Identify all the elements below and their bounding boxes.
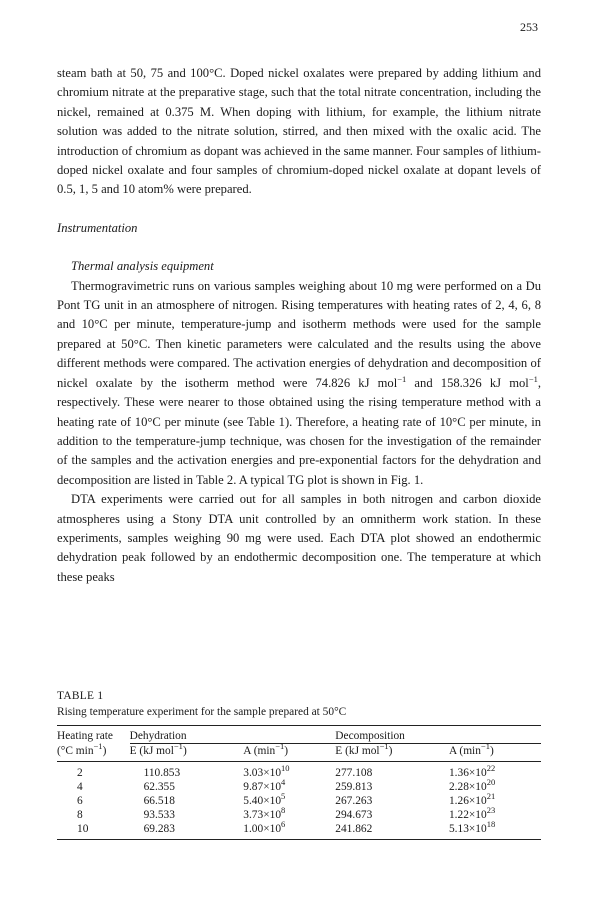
- cell-e-decomposition: 294.673: [335, 809, 373, 821]
- header-e-decomposition: E (kJ mol$^{-1}$): [335, 741, 393, 757]
- cell-a-decomposition: $2.28\times 10^{20}$: [448, 777, 496, 793]
- cell-heating-rate: 4: [77, 781, 83, 793]
- header-e-dehydration: E (kJ mol$^{-1}$): [129, 741, 187, 757]
- cell-e-decomposition: 277.108: [335, 767, 373, 779]
- cell-e-decomposition: 259.813: [335, 781, 373, 793]
- page-number: 253: [520, 20, 538, 34]
- cell-heating-rate: 10: [57, 822, 130, 840]
- paragraph-2: [57, 277, 541, 490]
- data-table: [57, 725, 541, 840]
- cell-e-dehydration: 93.533: [143, 809, 175, 821]
- table-caption: Rising temperature experiment for the sample prepared at 50°C: [57, 706, 347, 718]
- cell-a-dehydration: $3.73\times 10^8$: [243, 805, 286, 821]
- paragraph-3: DTA experiments were carried out for all samples in both nitrogen and carbon dioxide atmospheres using a Stony DTA unit controlled by an omnitherm work station. In these experiments, samples weighing 90 mg were used. Each DTA plot showed an endothermic dehydration peak followed by an endothermic decomposition one. The temperature at which these peaks: [57, 492, 541, 584]
- paragraph-1: steam bath at 50, 75 and 100°C. Doped nickel oxalates were prepared by adding lithium and chromium nitrate at the preparative stage, such that the total nitrate concentration, including the nickel, remained at 0.375 M. When doping with lithium, for example, the lithium nitrate solution was added to the nitrate solution, stirred, and then mixed with the oxalic acid. The introduction of chromium as dopant was achieved in the same manner. Four samples of lithium-doped nickel oxalate and four samples of chromium-doped nickel oxalate at dopant levels of 0.5, 1, 5 and 10 atom% were prepared.: [57, 66, 541, 197]
- section-heading-instrumentation: Instrumentation: [57, 220, 138, 235]
- paragraph-2-part-c: , respectively. These were nearer to those obtained using the rising temperature method with a heating rate of 10°C per minute (see Table 1). Therefore, a heating rate of 10°C per minute, in addition to the temperature-jump technique, was chosen for the investigation of the remainder of the samples and the activation energies and pre-exponential factors for the dehydration and decomposition are listed in Table 2. A typical TG plot is shown in Fig. 1.: [57, 375, 542, 487]
- cell-e-decomposition: 241.862: [335, 822, 449, 840]
- table-label: TABLE 1: [57, 690, 104, 702]
- body-text: [57, 64, 541, 587]
- paragraph-2-part-b: and 158.326 kJ mol: [406, 375, 529, 390]
- table-row: [57, 762, 541, 781]
- cell-heating-rate: 2: [77, 767, 83, 779]
- cell-a-dehydration: $1.00\times 10^6$: [243, 822, 335, 840]
- header-decomposition: Decomposition: [335, 726, 541, 744]
- paragraph-2-part-a: Thermogravimetric runs on various samples weighing about 10 mg were performed on a Du Pont TG unit in an atmosphere of nitrogen. Rising temperatures with heating rates of 2, 4, 6, 8 and 10°C per minute, temperature-jump and isotherm methods were used for the sample prepared at 50°C. Then kinetic parameters were calculated and the results using the above different methods were compared. The activation energies of dehydration and decomposition of nickel oxalate by the isotherm method were 74.826 kJ mol: [57, 278, 541, 390]
- cell-e-decomposition: 267.263: [335, 795, 373, 807]
- header-heating-rate: Heating rate: [57, 730, 113, 743]
- superscript: −1: [397, 373, 407, 384]
- table-row: [57, 808, 541, 822]
- cell-a-decomposition: $1.36\times 10^{22}$: [448, 763, 496, 779]
- header-dehydration: Dehydration: [130, 726, 336, 744]
- cell-e-dehydration: 66.518: [143, 795, 175, 807]
- table-row: [57, 794, 541, 808]
- header-heating-rate-unit: (°C $\min^{-1}$): [57, 740, 107, 757]
- cell-a-decomposition: $1.22\times 10^{23}$: [448, 805, 496, 821]
- table-1: [57, 690, 541, 840]
- cell-a-decomposition: $5.13\times 10^{18}$: [449, 822, 541, 840]
- cell-a-dehydration: $3.03\times 10^{10}$: [243, 763, 290, 779]
- cell-e-dehydration: 69.283: [130, 822, 244, 840]
- header-a-dehydration: A $(\min^{-1})$: [243, 741, 289, 757]
- cell-a-dehydration: $9.87\times 10^4$: [243, 777, 286, 793]
- cell-e-dehydration: 110.853: [143, 767, 181, 779]
- table-row: [57, 822, 541, 840]
- cell-heating-rate: 8: [77, 809, 83, 821]
- cell-a-decomposition: $1.26\times 10^{21}$: [448, 791, 496, 807]
- subsection-heading-thermal-analysis: Thermal analysis equipment: [71, 259, 214, 274]
- cell-heating-rate: 6: [77, 795, 83, 807]
- cell-e-dehydration: 62.355: [143, 781, 175, 793]
- table-row: [57, 780, 541, 794]
- header-a-decomposition: A $(\min^{-1})$: [448, 741, 494, 757]
- superscript: −1: [528, 373, 538, 384]
- cell-a-dehydration: $5.40\times 10^5$: [243, 791, 286, 807]
